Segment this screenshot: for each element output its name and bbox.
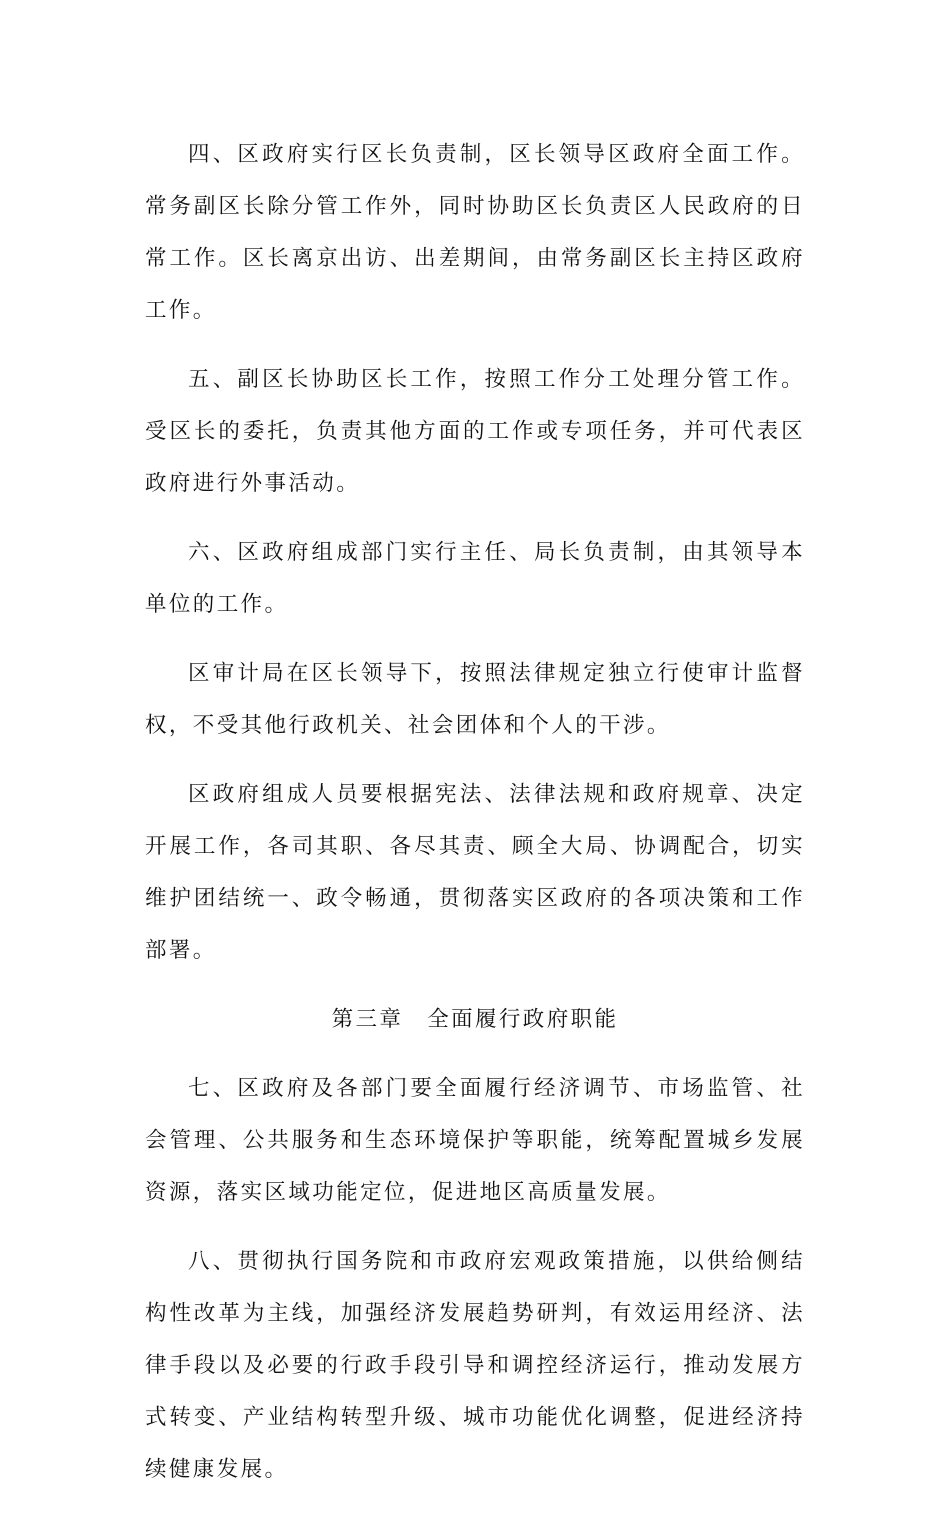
paragraph-article-7: 七、区政府及各部门要全面履行经济调节、市场监管、社会管理、公共服务和生态环境保护等职能，统筹配置城乡发展资源，落实区域功能定位，促进地区高质量发展。 [145,1076,805,1205]
paragraph-article-5: 五、副区长协助区长工作，按照工作分工处理分管工作。受区长的委托，负责其他方面的工作或专项任务，并可代表区政府进行外事活动。 [145,367,805,496]
document-body [145,129,805,1513]
paragraph-article-4: 四、区政府实行区长负责制，区长领导区政府全面工作。常务副区长除分管工作外，同时协助区长负责区人民政府的日常工作。区长离京出访、出差期间，由常务副区长主持区政府工作。 [145,142,805,323]
paragraph-article-6: 六、区政府组成部门实行主任、局长负责制，由其领导本单位的工作。 [145,540,805,617]
paragraph-audit-bureau: 区审计局在区长领导下，按照法律规定独立行使审计监督权，不受其他行政机关、社会团体和个人的干涉。 [145,661,805,738]
chapter-heading: 第三章 全面履行政府职能 [331,1007,619,1032]
paragraph-government-members: 区政府组成人员要根据宪法、法律法规和政府规章、决定开展工作，各司其职、各尽其责、顾全大局、协调配合，切实维护团结统一、政令畅通，贯彻落实区政府的各项决策和工作部署。 [145,782,805,963]
paragraph-article-8: 八、贯彻执行国务院和市政府宏观政策措施，以供给侧结构性改革为主线，加强经济发展趋势研判，有效运用经济、法律手段以及必要的行政手段引导和调控经济运行，推动发展方式转变、产业结构转型升级、城市功能优化调整，促进经济持续健康发展。 [145,1249,805,1482]
